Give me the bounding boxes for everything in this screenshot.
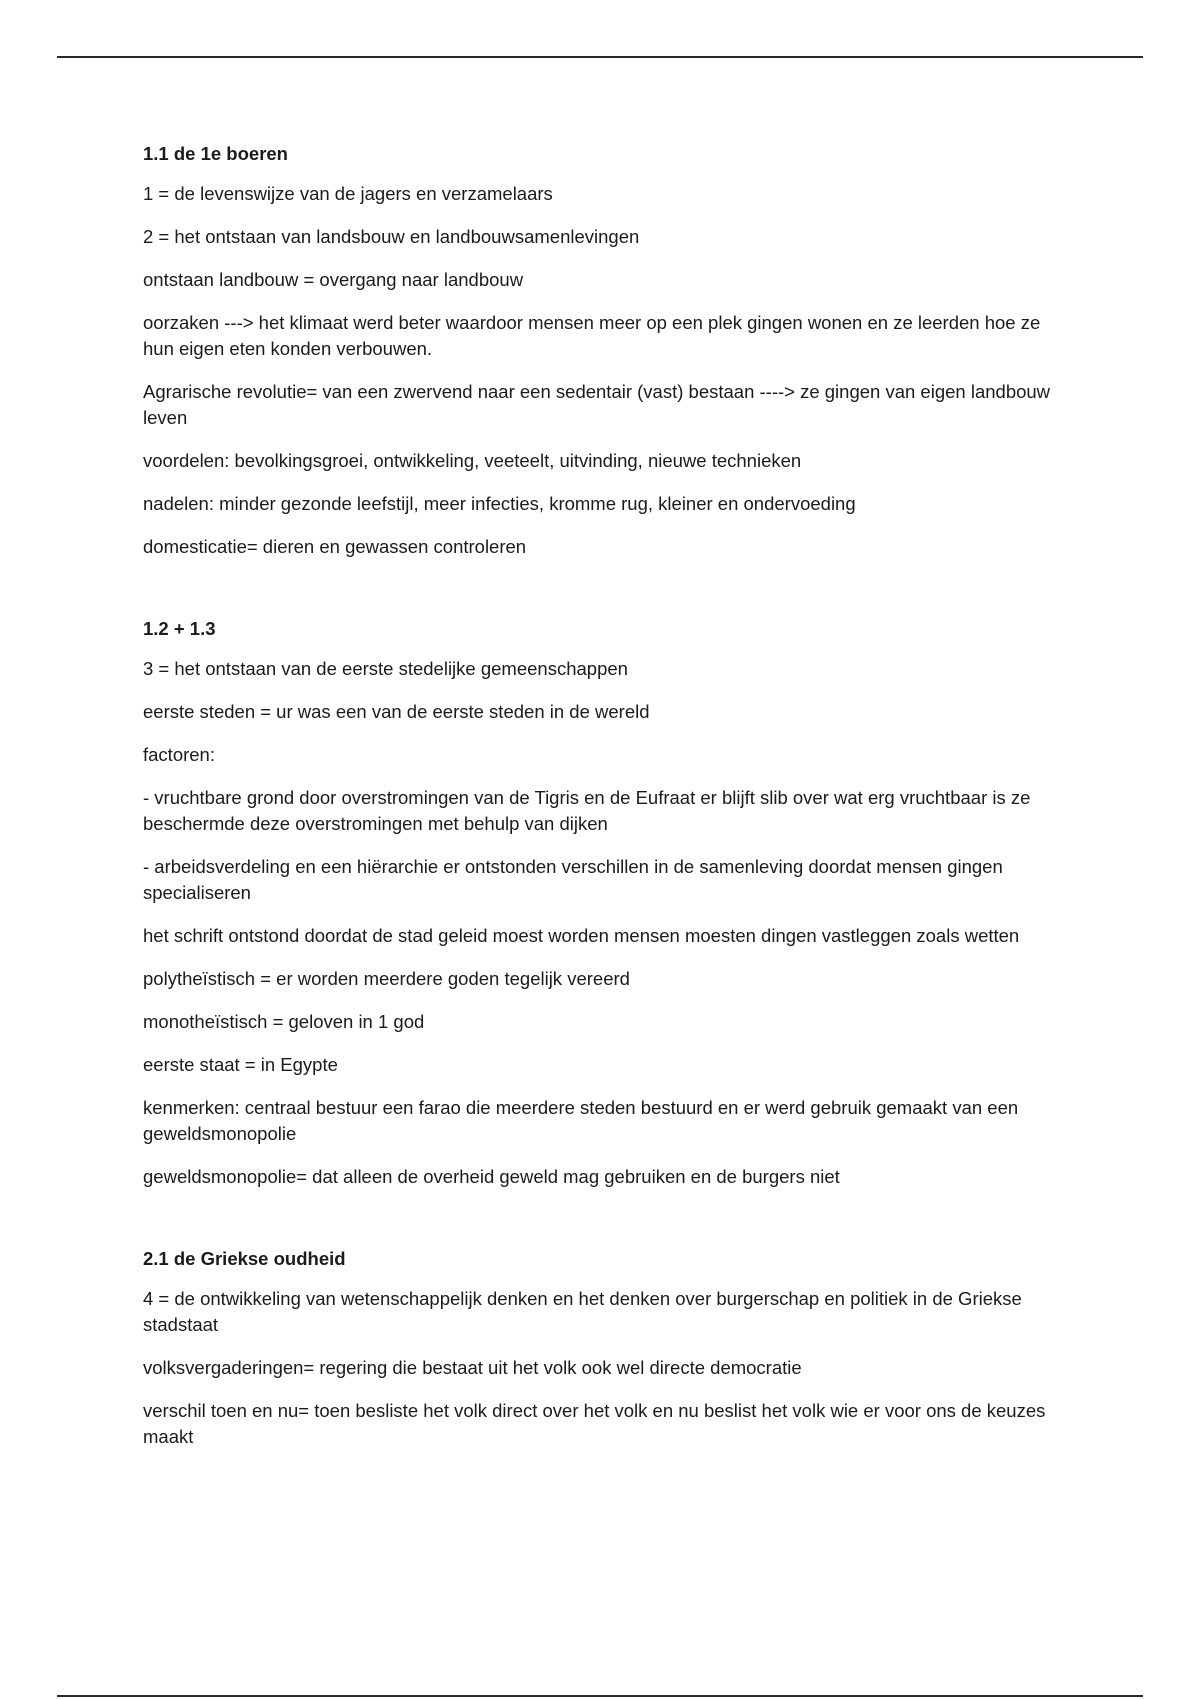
paragraph: voordelen: bevolkingsgroei, ontwikkeling, veeteelt, uitvinding, nieuwe technieken [143,450,802,471]
paragraph: oorzaken ---> het klimaat werd beter waardoor mensen meer op een plek gingen wonen en ze leerden hoe ze hun eigen eten konden verbouwen. [143,312,1041,359]
paragraph: 2 = het ontstaan van landsbouw en landbouwsamenlevingen [143,226,640,247]
paragraph: - vruchtbare grond door overstromingen van de Tigris en de Eufraat er blijft slib over wat erg vruchtbaar is ze beschermde deze overstromingen met behulp van dijken [143,787,1031,834]
paragraph: verschil toen en nu= toen besliste het volk direct over het volk en nu beslist het volk wie er voor ons de keuzes maakt [143,1400,1046,1447]
paragraph: 4 = de ontwikkeling van wetenschappelijk denken en het denken over burgerschap en politiek in de Griekse stadstaat [143,1288,1022,1335]
paragraph: ontstaan landbouw = overgang naar landbouw [143,269,524,290]
paragraph: 3 = het ontstaan van de eerste stedelijke gemeenschappen [143,658,628,679]
paragraph: eerste staat = in Egypte [143,1054,338,1075]
paragraph: monotheïstisch = geloven in 1 god [143,1011,425,1032]
section-heading: 1.1 de 1e boeren [143,143,288,164]
section-heading: 2.1 de Griekse oudheid [143,1248,346,1269]
paragraph: kenmerken: centraal bestuur een farao die meerdere steden bestuurd en er werd gebruik gemaakt van een geweldsmonopolie [143,1097,1019,1144]
section-1-2-1-3 [143,616,1063,1190]
paragraph: factoren: [143,744,215,765]
document-body [143,141,1063,1450]
paragraph: Agrarische revolutie= van een zwervend naar een sedentair (vast) bestaan ----> ze gingen van eigen landbouw leven [143,381,1051,428]
paragraph: volksvergaderingen= regering die bestaat uit het volk ook wel directe democratie [143,1357,802,1378]
page-header-rule [57,56,1143,58]
paragraph: 1 = de levenswijze van de jagers en verzamelaars [143,183,553,204]
paragraph: domesticatie= dieren en gewassen controleren [143,536,527,557]
paragraph: het schrift ontstond doordat de stad geleid moest worden mensen moesten dingen vastleggen zoals wetten [143,925,1020,946]
page-footer-rule [57,1695,1143,1697]
paragraph: geweldsmonopolie= dat alleen de overheid geweld mag gebruiken en de burgers niet [143,1166,840,1187]
section-1-1 [143,141,1063,560]
paragraph: nadelen: minder gezonde leefstijl, meer infecties, kromme rug, kleiner en ondervoeding [143,493,856,514]
paragraph: eerste steden = ur was een van de eerste steden in de wereld [143,701,650,722]
paragraph: polytheïstisch = er worden meerdere goden tegelijk vereerd [143,968,630,989]
section-heading: 1.2 + 1.3 [143,618,216,639]
paragraph: - arbeidsverdeling en een hiërarchie er ontstonden verschillen in de samenleving doordat mensen gingen specialiseren [143,856,1003,903]
section-2-1 [143,1246,1063,1450]
